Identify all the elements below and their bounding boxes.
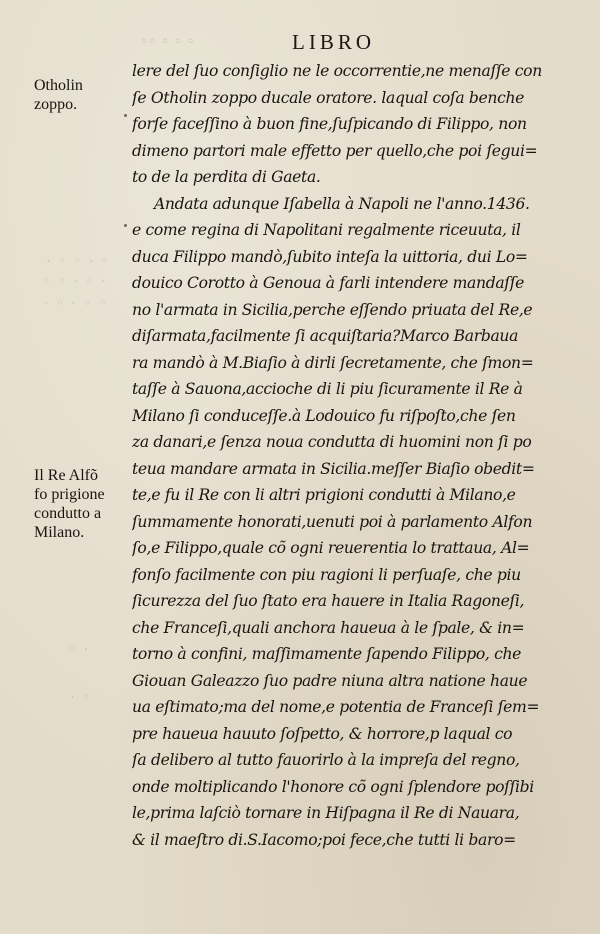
text-line: taſſe à Sauona,accioche di li piu ſicuramente il Re à xyxy=(132,380,523,398)
margin-note-otholin xyxy=(34,76,83,114)
text-line: Milano ſi conduceſſe.à Lodouico fu riſpoſto,che ſen xyxy=(132,406,516,425)
text-line: ſummamente honorati,uenuti poi à parlamento Alfon xyxy=(132,512,533,531)
text-line: za danari,e ſenza noua condutta di huomini non ſi po xyxy=(132,433,532,451)
text-line: diſarmata,facilmente ſi acquiſtaria?Marco Barbaua xyxy=(132,327,519,345)
text-line: Andata adunque Iſabella à Napoli ne l'anno.1436. xyxy=(154,194,530,213)
margin-note-line: Milano. xyxy=(34,524,85,541)
show-through-mark: ◦ ◦ · ◦ · xyxy=(42,272,107,290)
text-line: ſa delibero al tutto fauorirlo à la impreſa del regno, xyxy=(132,751,520,769)
text-line: Giouan Galeazzo ſuo padre niuna altra natione haue xyxy=(132,671,528,690)
text-line: ſo,e Filippo,quale cõ ogni reuerentia lo trattaua, Al= xyxy=(132,539,530,557)
margin-note-re-alfonso xyxy=(34,466,105,542)
text-line: te,e fu il Re con li altri prigioni condutti à Milano,e xyxy=(132,486,516,504)
ink-mark xyxy=(124,114,127,117)
text-line: ra mandò à M.Biaſio à dirli ſecretamente, che ſmon= xyxy=(132,353,534,372)
body-text xyxy=(132,58,572,853)
margin-note-line: Otholin xyxy=(34,77,83,94)
text-line: torno à confini, maſſimamente ſapendo Filippo, che xyxy=(132,645,522,663)
margin-note-line: condutto a xyxy=(34,505,102,522)
show-through-mark: · ◦ · ◦ ◦ xyxy=(44,294,109,312)
text-line: dimeno partori male effetto per quello,che poi ſegui= xyxy=(132,141,538,160)
show-through-header: ◦◦ ◦ ◦ ◦ xyxy=(140,34,195,50)
ink-mark xyxy=(124,224,127,227)
text-line: no l'armata in Sicilia,perche eſſendo priuata del Re,e xyxy=(132,300,533,319)
text-line: forſe faceſſino à buon fine,ſuſpicando di Filippo, non xyxy=(132,115,527,133)
text-line: douico Corotto à Genoua à farli intendere mandaſſe xyxy=(132,274,524,292)
text-line: teua mandare armata in Sicilia.meſſer Biaſio obedit= xyxy=(132,459,535,478)
margin-note-line: Il Re Alfõ xyxy=(34,467,98,484)
text-line: fonſo facilmente con piu ragioni li perſuaſe, che piu xyxy=(132,565,521,584)
margin-note-line: fo prigione xyxy=(34,486,105,503)
page-header-title: LIBRO xyxy=(292,30,375,54)
show-through-mark: ◦ · xyxy=(68,640,90,658)
text-line: to de la perdita di Gaeta. xyxy=(132,168,321,186)
show-through-mark: · ◦ xyxy=(70,688,92,706)
text-line: ſicurezza del ſuo ſtato era hauere in Italia Ragoneſi, xyxy=(132,592,525,610)
text-line: ua eſtimato;ma del nome,e potentia de Franceſi ſem= xyxy=(132,698,540,716)
text-line: e come regina di Napolitani regalmente riceuuta, il xyxy=(132,221,521,239)
text-line: ſe Otholin zoppo ducale oratore. laqual coſa benche xyxy=(132,88,525,107)
text-line: che Franceſi,quali anchora haueua à le ſpale, & in= xyxy=(132,618,525,637)
text-line: lere del ſuo conſiglio ne le occorrentie,ne menaſſe con xyxy=(132,62,542,80)
text-line: duca Filippo mandò,ſubito inteſa la uittoria, dui Lo= xyxy=(132,247,528,266)
text-line: pre haueua hauuto ſoſpetto, & horrore,p laqual co xyxy=(132,724,513,743)
text-line: onde moltiplicando l'honore cõ ogni ſplendore poſſibi xyxy=(132,777,534,796)
text-line: & il maeſtro di.S.Iacomo;poi fece,che tutti li baro= xyxy=(132,830,516,849)
show-through-mark: · ◦ ◦ · ◦ xyxy=(46,252,111,270)
text-line: le,prima laſciò tornare in Hiſpagna il Re di Nauara, xyxy=(132,804,520,822)
margin-note-line: zoppo. xyxy=(34,96,78,113)
